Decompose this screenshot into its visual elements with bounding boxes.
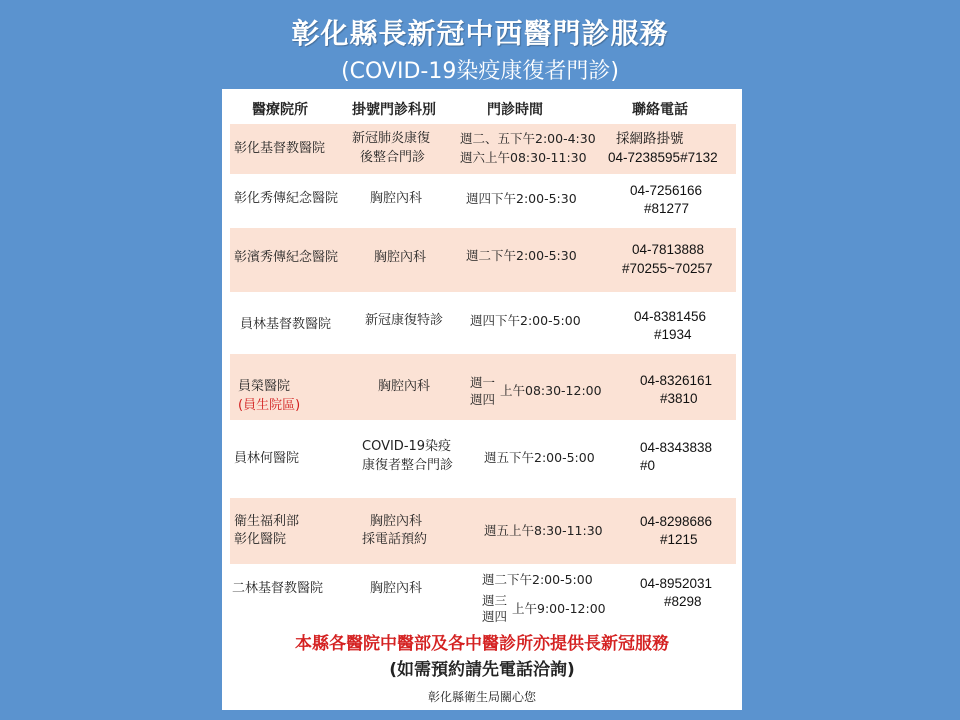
hours-line: 週六上午08:30-11:30	[460, 150, 587, 165]
department-line: 新冠肺炎康復	[352, 131, 431, 146]
phone-line: #81277	[644, 201, 690, 216]
table-row	[230, 498, 736, 564]
hours-line: 上午08:30-12:00	[500, 383, 602, 398]
table-row	[230, 294, 736, 354]
department-line: 康復者整合門診	[362, 458, 454, 473]
hospital-name: 彰化秀傳紀念醫院	[234, 191, 339, 206]
phone-line: 04-7238595#7132	[608, 150, 718, 165]
hours-day: 週三	[482, 593, 508, 608]
hours-line: 週五上午8:30-11:30	[484, 523, 603, 538]
hospital-name: 二林基督教醫院	[232, 581, 324, 596]
phone-line: 採網路掛號	[616, 131, 684, 146]
hours-line: 週二、五下午2:00-4:30	[460, 131, 596, 146]
department-line: 採電話預約	[362, 532, 428, 547]
hospital-name: 彰化基督教醫院	[234, 141, 326, 156]
header-department: 掛號門診科別	[352, 102, 436, 118]
hours-line: 週二下午2:00-5:00	[482, 572, 593, 587]
hours-line: 週四下午2:00-5:30	[466, 191, 577, 206]
hospital-branch-note: (員生院區)	[238, 398, 301, 413]
hours-line: 上午9:00-12:00	[512, 601, 606, 616]
department-line: 胸腔內科	[378, 379, 431, 394]
hospital-name: 彰化醫院	[234, 532, 287, 547]
table-row	[230, 176, 736, 226]
hospital-name: 員榮醫院	[238, 379, 291, 394]
department-line: 胸腔內科	[374, 250, 427, 265]
table-row	[230, 228, 736, 292]
hours-line: 週四下午2:00-5:00	[470, 313, 581, 328]
notice-appointment: (如需預約請先電話洽詢)	[389, 660, 575, 680]
phone-line: #70255~70257	[622, 261, 713, 276]
table-row	[230, 566, 736, 626]
phone-line: #8298	[664, 594, 702, 609]
table-row	[230, 124, 736, 174]
clinic-table-panel	[222, 89, 742, 710]
hospital-name: 衛生福利部	[234, 514, 300, 529]
department-line: 胸腔內科	[370, 514, 423, 529]
page-title: 彰化縣長新冠中西醫門診服務	[291, 17, 669, 50]
hospital-name: 彰濱秀傳紀念醫院	[234, 250, 339, 265]
phone-line: 04-7256166	[630, 183, 703, 198]
table-row	[230, 354, 736, 420]
hours-day: 週四	[482, 609, 508, 624]
department-line: 新冠康復特診	[365, 313, 444, 328]
header-phone: 聯絡電話	[632, 102, 688, 118]
department-line: 胸腔內科	[370, 581, 423, 596]
phone-line: #1215	[660, 532, 698, 547]
header-hours: 門診時間	[487, 102, 543, 118]
phone-line: 04-8326161	[640, 373, 713, 388]
phone-line: 04-8381456	[634, 309, 707, 324]
hospital-name: 員林基督教醫院	[240, 317, 332, 332]
phone-line: 04-8952031	[640, 576, 713, 591]
table-row	[230, 422, 736, 496]
hours-day: 週一	[470, 375, 496, 390]
department-line: COVID-19染疫	[362, 439, 452, 454]
header-hospital: 醫療院所	[252, 102, 308, 118]
page-subtitle: (COVID-19染疫康復者門診)	[341, 59, 619, 84]
footer-credit: 彰化縣衛生局關心您	[427, 690, 536, 704]
department-line: 胸腔內科	[370, 191, 423, 206]
department-line: 後整合門診	[360, 150, 426, 165]
hospital-name: 員林何醫院	[234, 451, 300, 466]
notice-chinese-medicine: 本縣各醫院中醫部及各中醫診所亦提供長新冠服務	[295, 634, 669, 654]
hours-line: 週五下午2:00-5:00	[484, 450, 595, 465]
phone-line: #1934	[654, 327, 692, 342]
hours-line: 週二下午2:00-5:30	[466, 248, 577, 263]
phone-line: #0	[640, 458, 656, 473]
phone-line: 04-8343838	[640, 440, 713, 455]
phone-line: 04-8298686	[640, 514, 713, 529]
phone-line: #3810	[660, 391, 698, 406]
phone-line: 04-7813888	[632, 242, 705, 257]
hours-day: 週四	[470, 392, 496, 407]
